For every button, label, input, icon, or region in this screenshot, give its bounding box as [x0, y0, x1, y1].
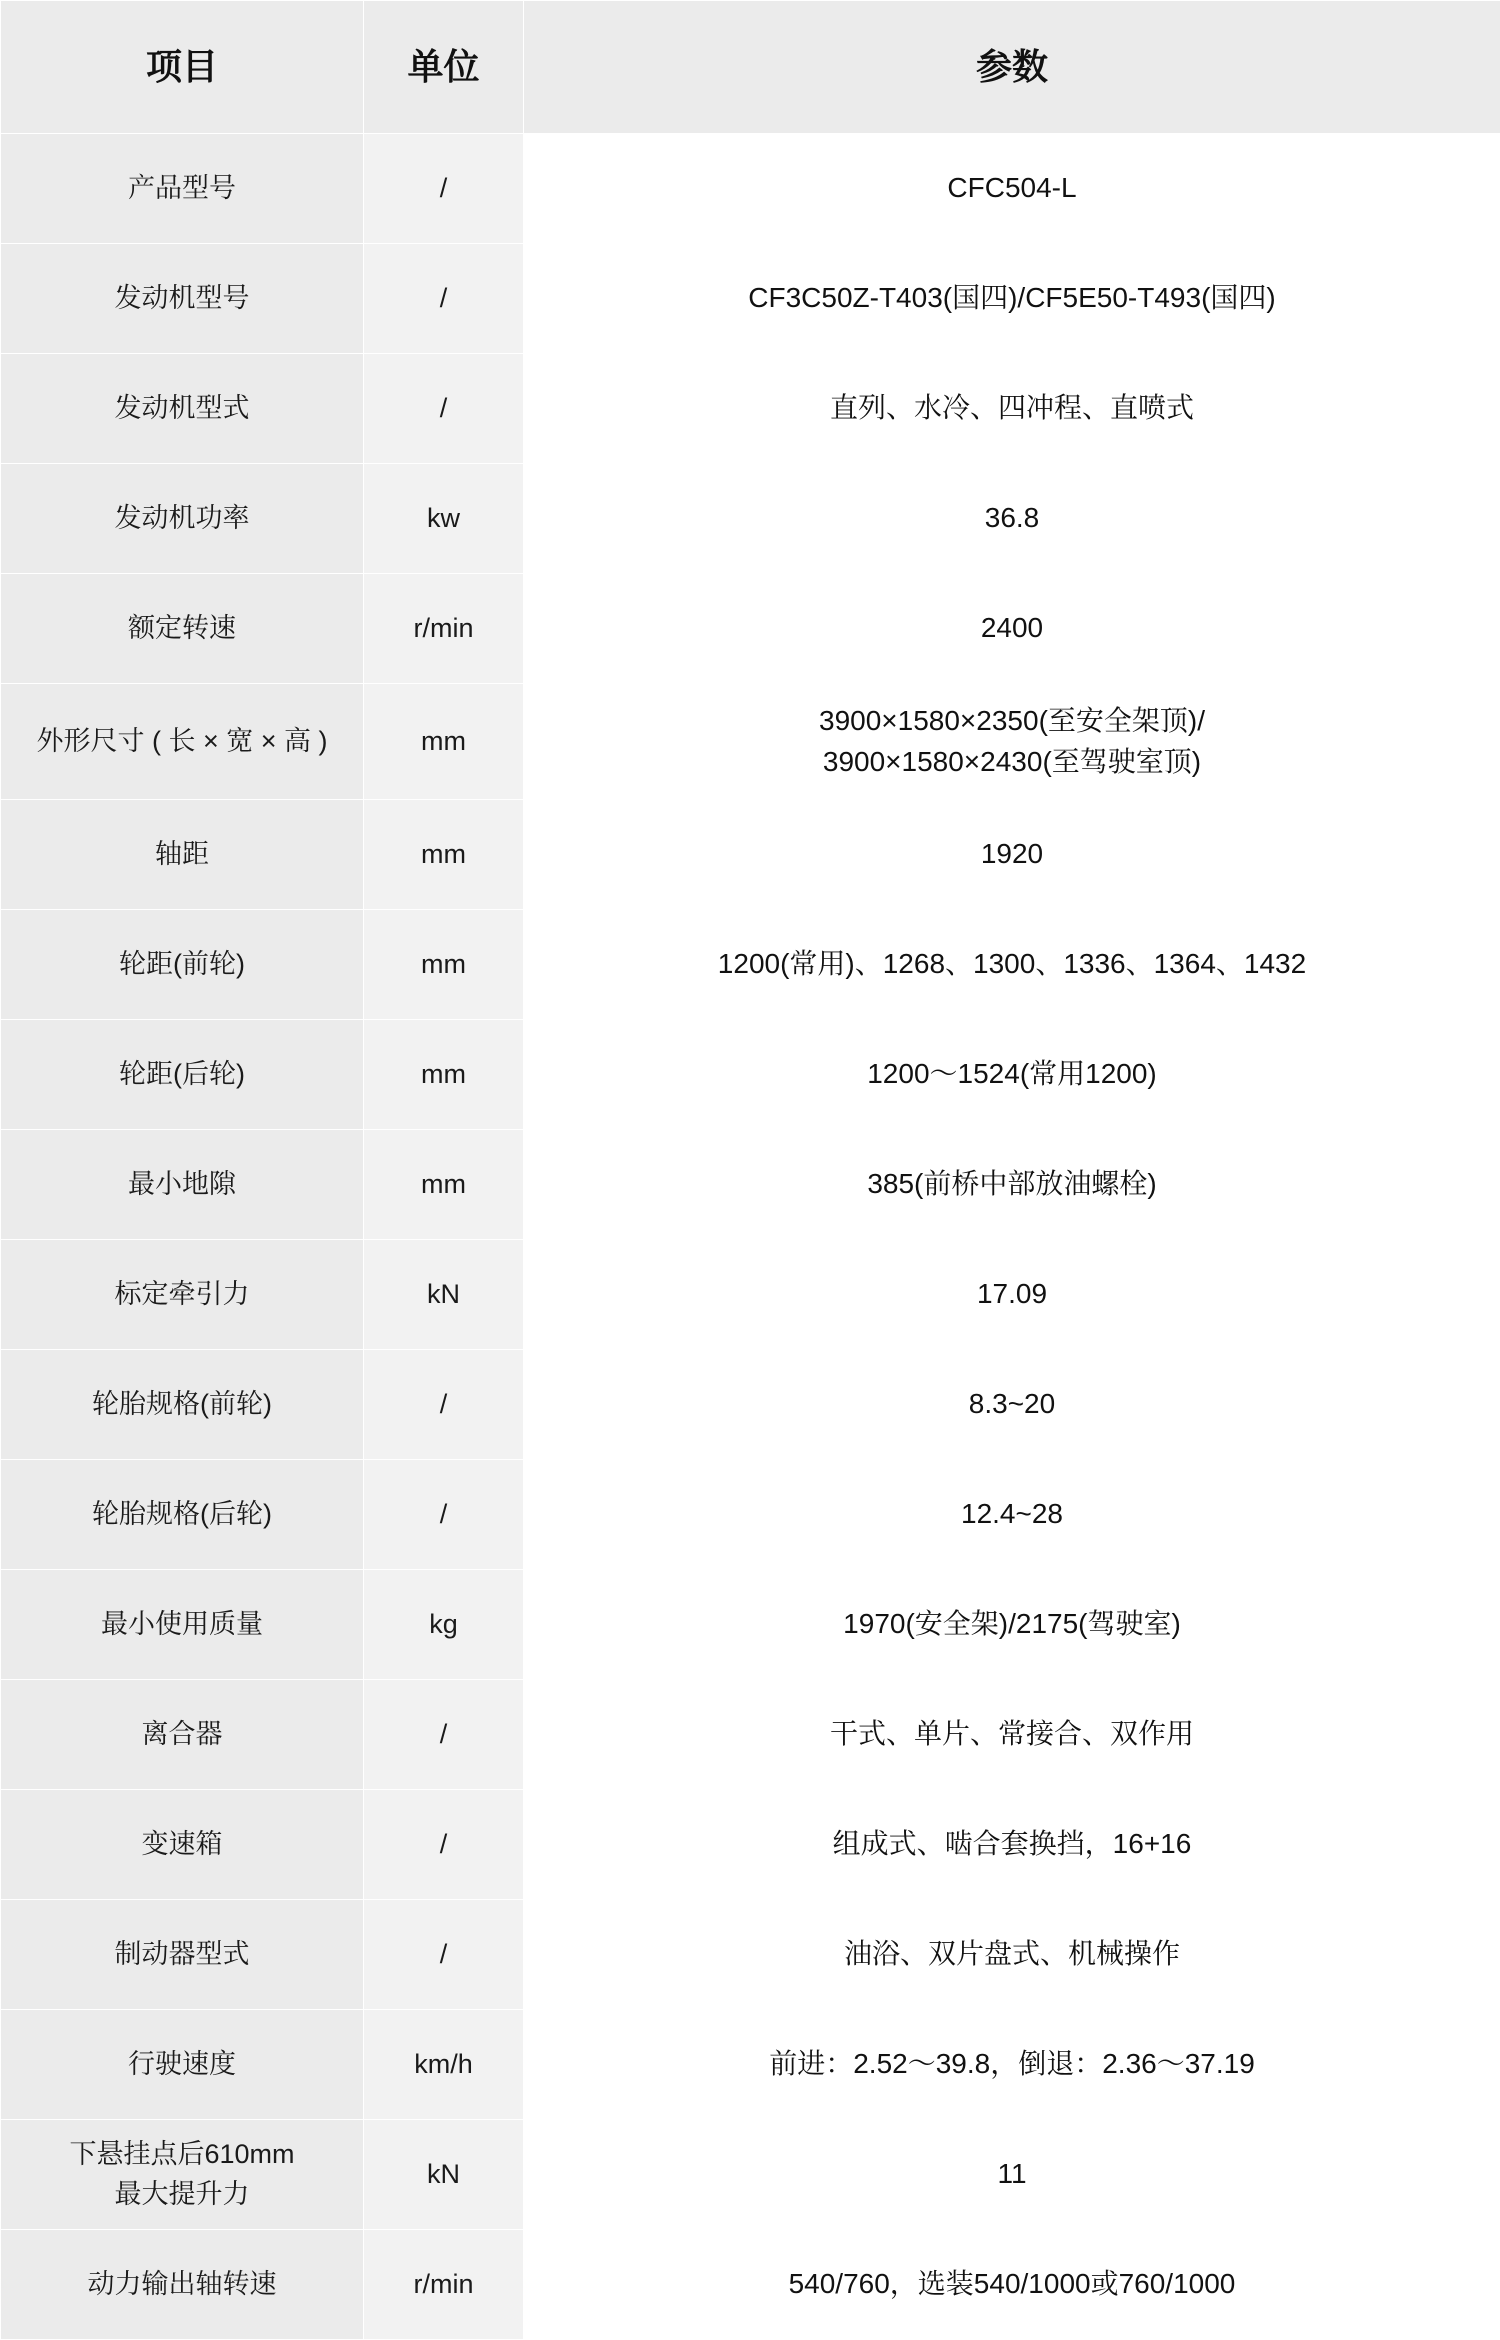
table-row	[1, 464, 1500, 574]
row-unit-value: kN	[364, 2120, 524, 2230]
row-param-value: 1970(安全架)/2175(驾驶室)	[524, 1570, 1500, 1680]
table-row	[1, 2120, 1500, 2230]
row-item-label: 标定牵引力	[1, 1240, 364, 1350]
row-param-line-2: 3900×1580×2430(至驾驶室顶)	[530, 742, 1494, 783]
table-row	[1, 574, 1500, 684]
row-param-line-1: 3900×1580×2350(至安全架顶)/	[530, 701, 1494, 742]
row-param-value: 17.09	[524, 1240, 1500, 1350]
row-param-value: 干式、单片、常接合、双作用	[524, 1680, 1500, 1790]
row-item-label: 轮距(后轮)	[1, 1020, 364, 1130]
table-row	[1, 1900, 1500, 2010]
row-unit-value: /	[364, 1790, 524, 1900]
row-item-label: 最小使用质量	[1, 1570, 364, 1680]
column-header-param: 参数	[524, 1, 1500, 134]
table-row	[1, 244, 1500, 354]
row-unit-value: mm	[364, 800, 524, 910]
row-item-label: 发动机型式	[1, 354, 364, 464]
row-param-value: 1920	[524, 800, 1500, 910]
row-unit-value: mm	[364, 1130, 524, 1240]
table-row	[1, 2010, 1500, 2120]
table-row	[1, 910, 1500, 1020]
row-param-value: 11	[524, 2120, 1500, 2230]
table-header	[1, 1, 1500, 134]
row-item-label	[1, 2120, 364, 2230]
column-header-item: 项目	[1, 1, 364, 134]
row-item-line-2: 最大提升力	[7, 2175, 357, 2214]
row-param-value: 2400	[524, 574, 1500, 684]
row-item-label: 变速箱	[1, 1790, 364, 1900]
row-param-value: CFC504-L	[524, 134, 1500, 244]
table-row	[1, 1240, 1500, 1350]
row-item-label: 制动器型式	[1, 1900, 364, 2010]
row-unit-value: r/min	[364, 574, 524, 684]
column-header-unit: 单位	[364, 1, 524, 134]
table-row	[1, 1460, 1500, 1570]
row-item-label: 发动机功率	[1, 464, 364, 574]
row-unit-value: /	[364, 1900, 524, 2010]
row-item-label: 轴距	[1, 800, 364, 910]
row-item-label: 外形尺寸 ( 长 × 宽 × 高 )	[1, 684, 364, 800]
row-unit-value: kw	[364, 464, 524, 574]
row-unit-value: /	[364, 244, 524, 354]
row-param-value: 540/760，选装540/1000或760/1000	[524, 2230, 1500, 2340]
row-param-value: 油浴、双片盘式、机械操作	[524, 1900, 1500, 2010]
row-param-value: 前进：2.52〜39.8，倒退：2.36〜37.19	[524, 2010, 1500, 2120]
row-item-label: 动力输出轴转速	[1, 2230, 364, 2340]
row-unit-value: kg	[364, 1570, 524, 1680]
row-unit-value: mm	[364, 1020, 524, 1130]
table-row	[1, 134, 1500, 244]
row-item-label: 产品型号	[1, 134, 364, 244]
row-unit-value: mm	[364, 684, 524, 800]
table-row	[1, 1790, 1500, 1900]
row-item-label: 最小地隙	[1, 1130, 364, 1240]
table-header-row	[1, 1, 1500, 134]
table-row	[1, 1570, 1500, 1680]
table-row	[1, 354, 1500, 464]
table-row	[1, 684, 1500, 800]
row-item-label: 行驶速度	[1, 2010, 364, 2120]
row-param-value: 36.8	[524, 464, 1500, 574]
row-param-value: 385(前桥中部放油螺栓)	[524, 1130, 1500, 1240]
row-item-label: 轮距(前轮)	[1, 910, 364, 1020]
row-param-value: 12.4~28	[524, 1460, 1500, 1570]
row-param-value	[524, 684, 1500, 800]
row-item-label: 轮胎规格(后轮)	[1, 1460, 364, 1570]
row-item-label: 离合器	[1, 1680, 364, 1790]
row-unit-value: /	[364, 1680, 524, 1790]
row-param-value: 1200(常用)、1268、1300、1336、1364、1432	[524, 910, 1500, 1020]
table-row	[1, 1350, 1500, 1460]
row-param-value: 组成式、啮合套换挡，16+16	[524, 1790, 1500, 1900]
row-param-value: 8.3~20	[524, 1350, 1500, 1460]
row-unit-value: /	[364, 1460, 524, 1570]
table-row	[1, 1130, 1500, 1240]
table-row	[1, 800, 1500, 910]
row-param-value: 1200〜1524(常用1200)	[524, 1020, 1500, 1130]
row-unit-value: mm	[364, 910, 524, 1020]
row-item-label: 轮胎规格(前轮)	[1, 1350, 364, 1460]
table-row	[1, 1020, 1500, 1130]
row-unit-value: km/h	[364, 2010, 524, 2120]
row-item-line-1: 下悬挂点后610mm	[7, 2135, 357, 2174]
row-param-value: CF3C50Z-T403(国四)/CF5E50-T493(国四)	[524, 244, 1500, 354]
table-row	[1, 1680, 1500, 1790]
table-body	[1, 134, 1500, 2340]
row-item-label: 额定转速	[1, 574, 364, 684]
row-unit-value: /	[364, 1350, 524, 1460]
row-unit-value: /	[364, 354, 524, 464]
row-unit-value: /	[364, 134, 524, 244]
row-param-value: 直列、水冷、四冲程、直喷式	[524, 354, 1500, 464]
row-item-label: 发动机型号	[1, 244, 364, 354]
table-row	[1, 2230, 1500, 2340]
row-unit-value: kN	[364, 1240, 524, 1350]
row-unit-value: r/min	[364, 2230, 524, 2340]
